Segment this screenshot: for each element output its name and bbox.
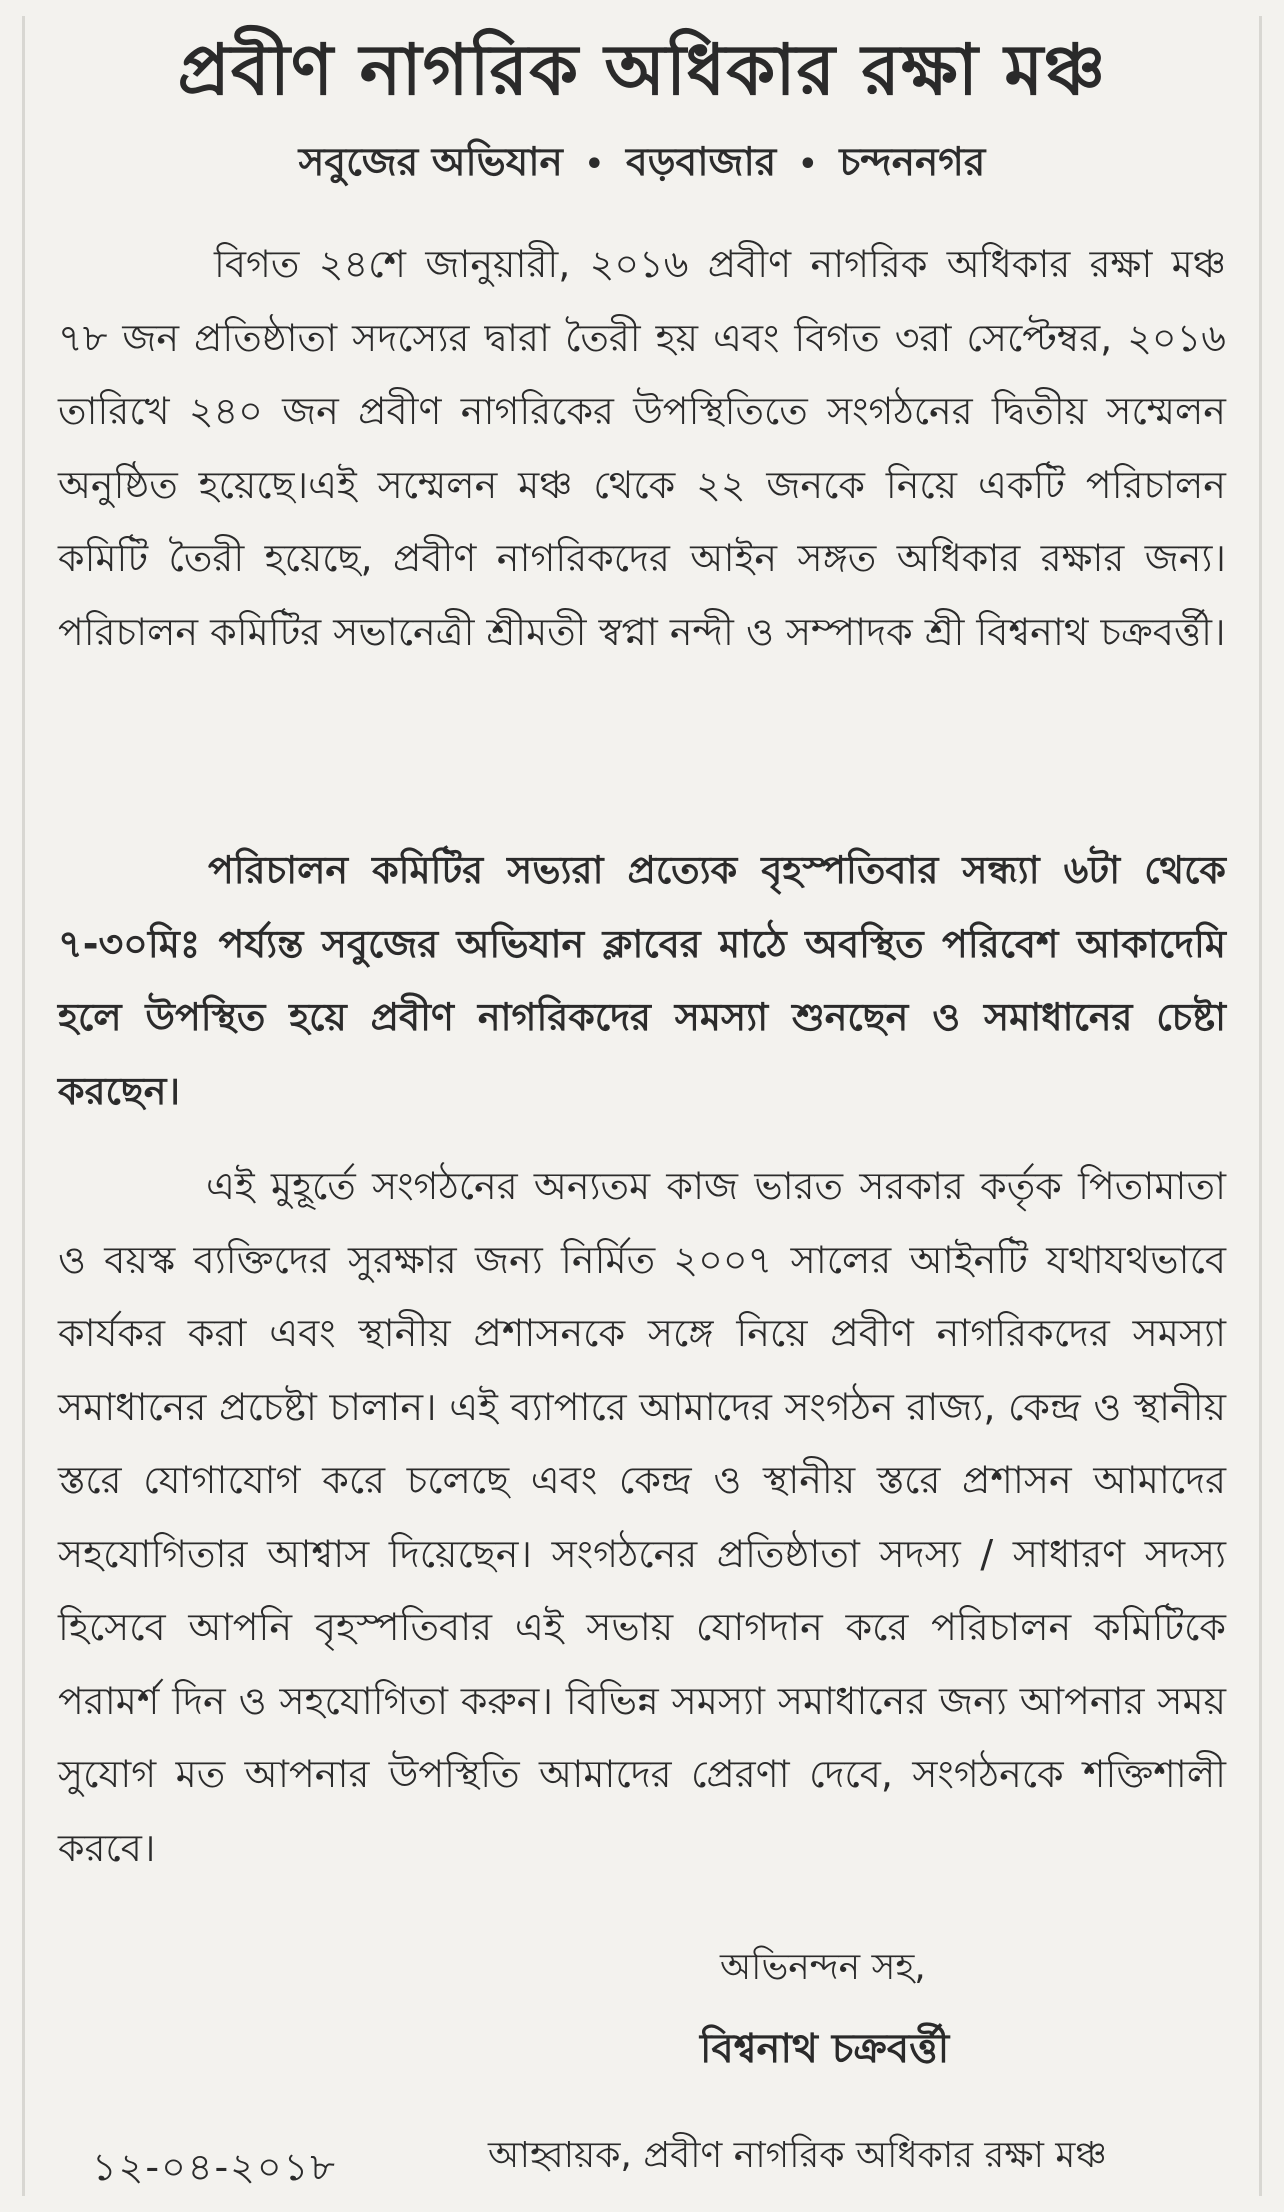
closing-greeting: অভিনন্দন সহ, [720, 1947, 926, 1988]
paragraph-meetings [58, 834, 1226, 1128]
page-title: প্রবীণ নাগরিক অধিকার রক্ষা মঞ্চ [177, 29, 1107, 111]
signatory-name: বিশ্বনাথ চক্রবর্ত্তী [700, 2026, 950, 2072]
paragraph-founding-text: বিগত ২৪শে জানুয়ারী, ২০১৬ প্রবীণ নাগরিক অধিকার রক্ষা মঞ্চ ৭৮ জন প্রতিষ্ঠাতা সদস্যের দ্বারা তৈরী হয় এবং বিগত ৩রা সেপ্টেম্বর, ২০১৬ তারিখে ২৪০ জন প্রবীণ নাগরিকের উপস্থিতিতে সংগঠনের দ্বিতীয় সম্মেলন অনুষ্ঠিত হয়েছে।এই সম্মেলন মঞ্চ থেকে ২২ জনকে নিয়ে একটি পরিচালন কমিটি তৈরী হয়েছে, প্রবীণ নাগরিকদের আইন সঙ্গত অধিকার রক্ষার জন্য। পরিচালন কমিটির সভানেত্রী শ্রীমতী স্বপ্না নন্দী ও সম্পাদক শ্রী বিশ্বনাথ চক্রবর্ত্তী। [58, 242, 1226, 654]
document-date: ১২-০৪-২০১৮ [92, 2145, 337, 2189]
subtitle-club: সবুজের অভিযান [298, 140, 563, 185]
paragraph-meetings-text: পরিচালন কমিটির সভ্যরা প্রত্যেক বৃহস্পতিবার সন্ধ্যা ৬টা থেকে ৭-৩০মিঃ পর্য্যন্ত সবুজের অভিযান ক্লাবের মাঠে অবস্থিত পরিবেশ আকাদেমি হলে উপস্থিত হয়ে প্রবীণ নাগরিকদের সমস্যা শুনছেন ও সমাধানের চেষ্টা করছেন। [58, 848, 1226, 1113]
paragraph-founding [58, 228, 1226, 669]
subtitle-locality: বড়বাজার [625, 140, 777, 185]
bullet-separator: • [798, 147, 818, 182]
subtitle-city: চন্দননগর [839, 140, 986, 185]
subtitle [0, 132, 1284, 197]
paragraph-objectives [58, 1150, 1226, 1885]
paragraph-objectives-text: এই মুহূর্তে সংগঠনের অন্যতম কাজ ভারত সরকার কর্তৃক পিতামাতা ও বয়স্ক ব্যক্তিদের সুরক্ষার জন্য নির্মিত ২০০৭ সালের আইনটি যথাযথভাবে কার্যকর করা এবং স্থানীয় প্রশাসনকে সঙ্গে নিয়ে প্রবীণ নাগরিকদের সমস্যা সমাধানের প্রচেষ্টা চালান। এই ব্যাপারে আমাদের সংগঠন রাজ্য, কেন্দ্র ও স্থানীয় স্তরে যোগাযোগ করে চলেছে এবং কেন্দ্র ও স্থানীয় স্তরে প্রশাসন আমাদের সহযোগিতার আশ্বাস দিয়েছেন। সংগঠনের প্রতিষ্ঠাতা সদস্য / সাধারণ সদস্য হিসেবে আপনি বৃহস্পতিবার এই সভায় যোগদান করে পরিচালন কমিটিকে পরামর্শ দিন ও সহযোগিতা করুন। বিভিন্ন সমস্যা সমাধানের জন্য আপনার সময় সুযোগ মত আপনার উপস্থিতি আমাদের প্রেরণা দেবে, সংগঠনকে শক্তিশালী করবে। [58, 1164, 1226, 1870]
bullet-separator: • [584, 147, 604, 182]
signatory-designation: আহ্বায়ক, প্রবীণ নাগরিক অধিকার রক্ষা মঞ্চ [488, 2135, 1107, 2176]
